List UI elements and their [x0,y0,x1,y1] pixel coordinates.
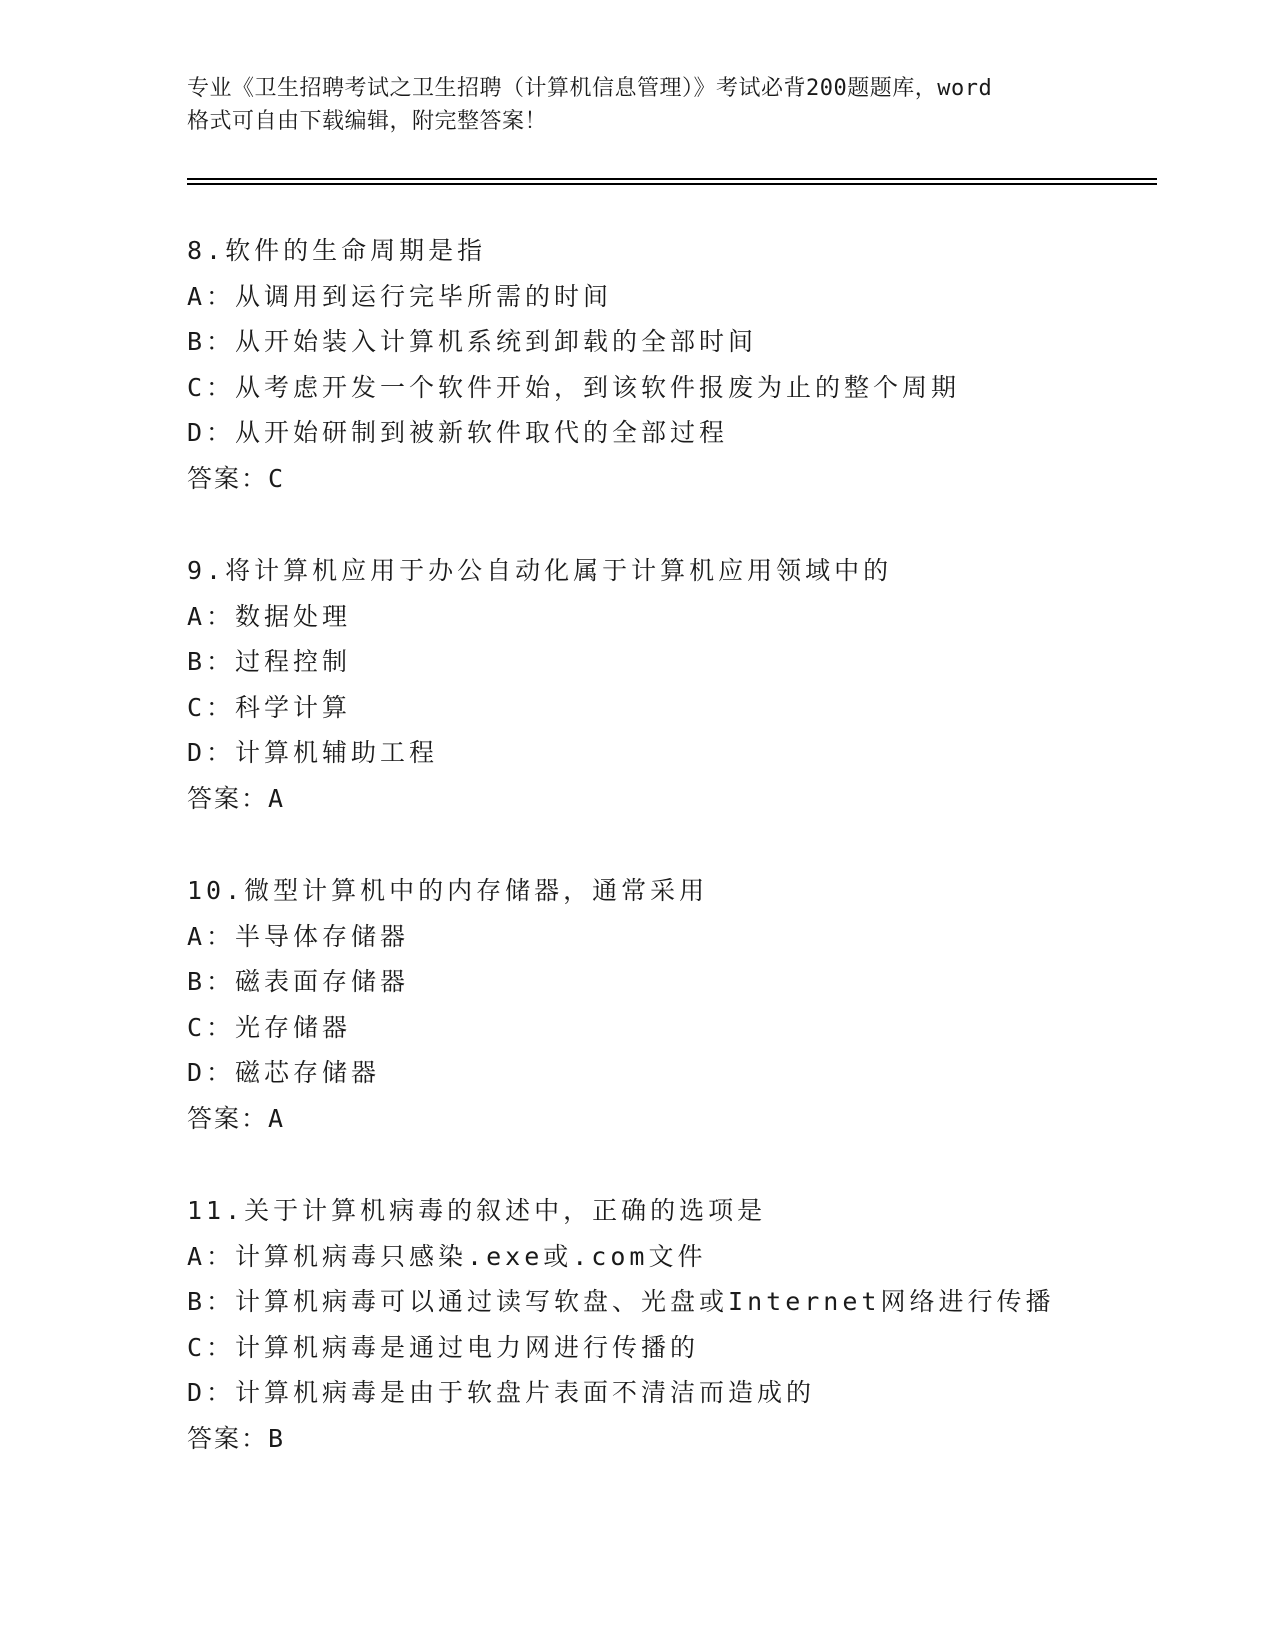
answer-line [187,456,1187,502]
answer-line [187,1096,1187,1142]
question-stem: 9.将计算机应用于办公自动化属于计算机应用领域中的 [187,556,893,585]
option-a: A：计算机病毒只感染.exe或.com文件 [187,1241,707,1271]
option-d: D：从开始研制到被新软件取代的全部过程 [187,418,729,447]
option-d: D：计算机病毒是由于软盘片表面不清洁而造成的 [187,1378,816,1407]
header-divider-top [187,178,1157,180]
answer-value: A [268,1103,285,1133]
option-c: C：光存储器 [187,1012,352,1042]
question-9 [187,548,1187,821]
answer-value: B [268,1423,285,1453]
answer-value: A [268,783,285,813]
header-line-1: 专业《卫生招聘考试之卫生招聘（计算机信息管理）》考试必背200题题库，word [187,76,993,101]
option-b: B：从开始装入计算机系统到卸载的全部时间 [187,327,758,356]
answer-label: 答案： [187,783,269,813]
answer-label: 答案： [187,1423,269,1453]
answer-line [187,1416,1187,1462]
answer-value: C [268,463,285,493]
option-c: C：科学计算 [187,692,352,722]
option-c: C：计算机病毒是通过电力网进行传播的 [187,1332,700,1362]
answer-label: 答案： [187,463,269,493]
question-8 [187,228,1187,501]
option-c: C：从考虑开发一个软件开始，到该软件报废为止的整个周期 [187,372,961,402]
option-d: D：磁芯存储器 [187,1058,381,1087]
question-stem: 8.软件的生命周期是指 [187,236,487,265]
option-b: B：计算机病毒可以通过读写软盘、光盘或Internet网络进行传播 [187,1287,1055,1316]
answer-label: 答案： [187,1103,269,1133]
option-a: A：半导体存储器 [187,921,410,951]
header-divider-bottom [187,183,1157,185]
answer-line [187,776,1187,822]
option-b: B：磁表面存储器 [187,967,410,996]
question-11 [187,1188,1187,1461]
option-b: B：过程控制 [187,647,352,676]
question-stem: 10.微型计算机中的内存储器，通常采用 [187,876,709,905]
option-d: D：计算机辅助工程 [187,738,439,767]
option-a: A：从调用到运行完毕所需的时间 [187,281,613,311]
document-header [187,72,1087,138]
header-line-2: 格式可自由下载编辑，附完整答案！ [187,109,548,134]
option-a: A：数据处理 [187,601,352,631]
question-stem: 11.关于计算机病毒的叙述中，正确的选项是 [187,1196,767,1225]
question-10 [187,868,1187,1141]
